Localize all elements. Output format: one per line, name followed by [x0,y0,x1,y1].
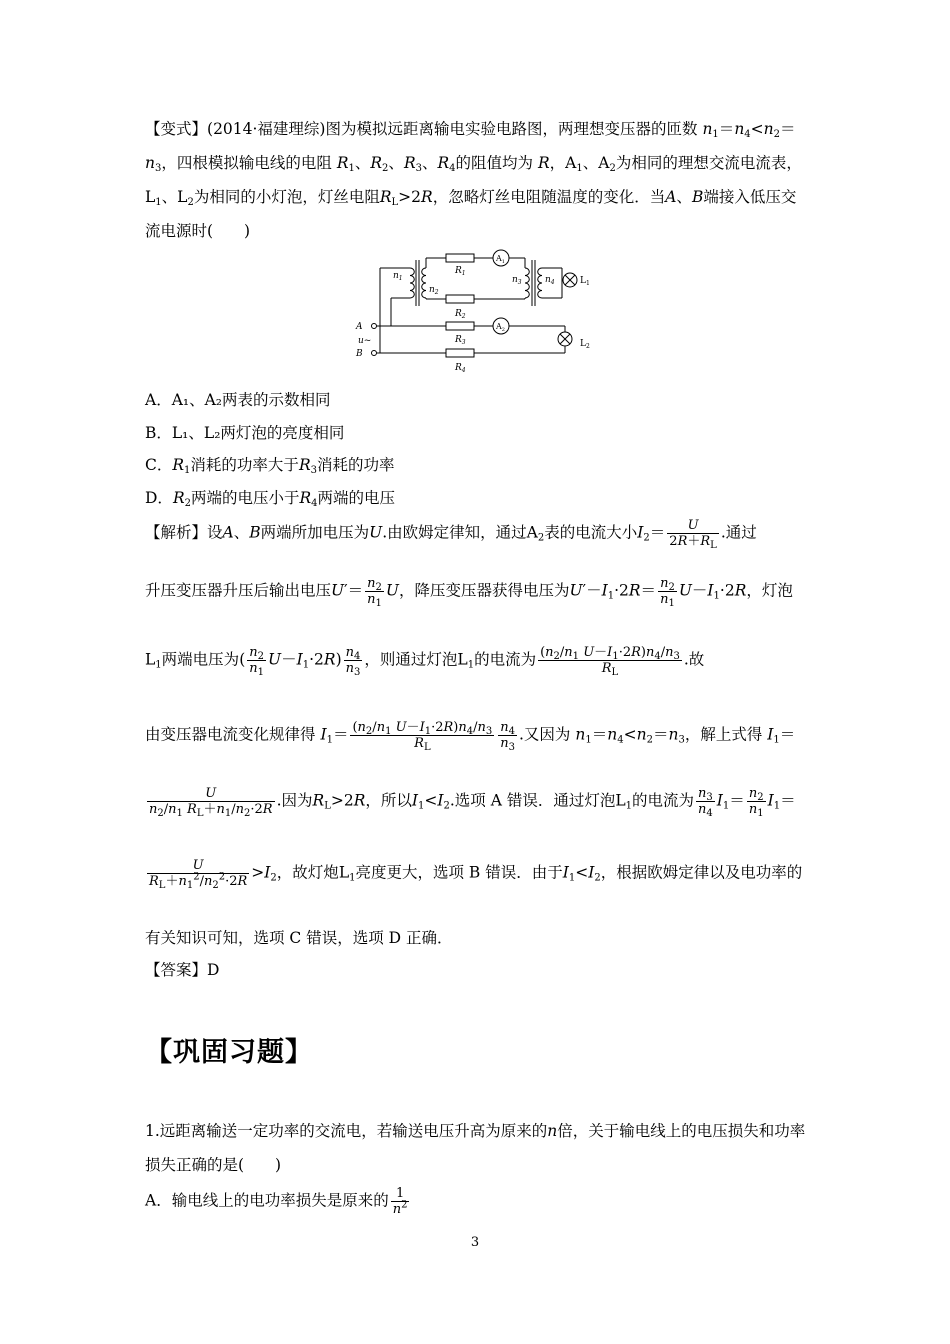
svg-text:A1: $A_1$ [496,254,505,265]
question-1-option-a: A．输电线上的电功率损失是原来的 $\frac{1}{n^2}$ [145,1186,408,1217]
option-c: C．$R_1$消耗的功率大于$R_3$消耗的功率 [145,456,395,476]
svg-text:n3: $n_3$ [512,275,522,286]
svg-text:R3: $R_3$ [455,335,466,346]
option-a: A．A₁、A₂两表的示数相同 [145,391,331,409]
svg-text:u~: u~ [358,336,372,346]
circuit-diagram [350,246,610,376]
svg-text:R2: $R_2$ [455,309,466,320]
analysis-line-6: $\frac{U}{R_L+n_1^2/n_2^2\cdot 2R}$ $>I_2$，故灯炮$L_1$亮度更大，选项 B 错误．由于$I_1<I_2$，根据欧姆定律以及电功率的 [149,858,803,891]
svg-text:A: A [356,322,363,332]
question-1: 1.远距离输送一定功率的交流电，若输送电压升高为原来的n倍，关于输电线上的电压损失和功率损失正确的是( ) [145,1122,806,1174]
variant-source: (2014·福建理综) [207,120,326,138]
analysis-line-3: $L_1$两端电压为( $\frac{n_2}{n_1}$ $U-I_1\cdot 2R$) $\frac{n_4}{n_3}$ ，则通过灯泡$L_1$的电流为 $\frac{(n_2/n_1 U-I_1\cdot 2R)n_4/n_3}{R_L}$ .故 [145,645,705,678]
analysis-line-1: 【解析】设A、B两端所加电压为U.由欧姆定律知，通过$A_2$表的电流大小$I_2=$ $\frac{U}{2R+R_L}$ .通过 [145,518,757,551]
answer [145,958,219,980]
svg-text:B: B [356,349,363,359]
option-d: D．$R_2$两端的电压小于$R_4$两端的电压 [145,489,396,509]
svg-text:L1: $L_1$ [580,276,590,287]
answer-value: D [207,961,220,979]
svg-text:L2: $L_2$ [580,339,590,350]
analysis-tag: 【解析】 [145,523,208,542]
analysis-line-4: 由变压器电流变化规律得 $I_1=$ $\frac{(n_2/n_1 U-I_1\cdot 2R)n_4/n_3}{R_L}$ $\frac{n_4}{n_3}$ .又因为 $n_1=n_4<n_2=n_3$，解上式得 $I_1=$ [145,720,796,753]
variant-tag: 【变式】 [145,120,208,138]
option-b: B．L₁、L₂两灯泡的亮度相同 [145,424,345,442]
svg-text:n1: $n_1$ [393,271,403,282]
svg-text:R1: $R_1$ [455,266,466,277]
analysis-line-2: 升压变压器升压后输出电压U′＝ $\frac{n_2}{n_1}$ U，降压变压器获得电压为$U'-I_1\cdot 2R=$ $\frac{n_2}{n_1}$ $U-I_1\cdot 2R$，灯泡 [145,576,793,609]
answer-tag: 【答案】 [145,961,208,979]
analysis-line-5: $\frac{U}{n_2/n_1 R_L+n_1/n_2\cdot 2R}$ .因为$R_L>2R$，所以$I_1<I_2$.选项 A 错误．通过灯泡$L_1$的电流为 $\frac{n_3}{n_4}$ $I_1=$ $\frac{n_2}{n_1}$ $I_1=$ [149,786,796,819]
svg-text:R4: $R_4$ [455,363,466,374]
svg-text:n2: $n_2$ [429,285,439,296]
svg-text:n4: $n_4$ [545,275,555,286]
variant-statement: 【变式】(2014·福建理综)图为模拟远距离输电实验电路图，两理想变压器的匝数 $n_1=n_4<n_2=n_3$，四根模拟输电线的电阻 $R_1$、$R_2$、$R_3$、$R_4$的阻值均为 R，$A_1$、$A_2$为相同的理想交流电流表，$L_1$、$L_2$为相同的小灯泡，灯丝电阻$R_L>2R$，忽略灯丝电阻随温度的变化．当A、B端接入低压交流电源时( ) [145,120,802,240]
section-title: 【巩固习题】 [145,1037,313,1068]
analysis-line-7: 有关知识可知，选项 C 错误，选项 D 正确． [145,929,453,947]
svg-text:A2: $A_2$ [496,322,505,333]
page-number: 3 [470,1235,480,1250]
